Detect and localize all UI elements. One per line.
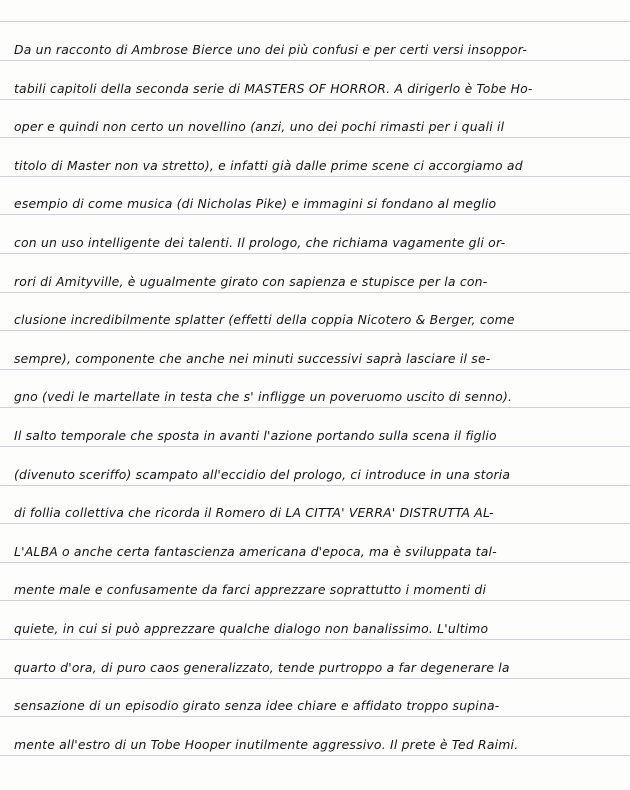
handwritten-line: Da un racconto di Ambrose Bierce uno dei più confusi e per certi versi insoppor- — [14, 42, 527, 57]
handwritten-line: esempio di come musica (di Nicholas Pike) e immagini si fondano al meglio — [14, 196, 497, 211]
handwritten-line: quarto d'ora, di puro caos generalizzato, tende purtroppo a far degenerare la — [14, 660, 510, 675]
handwritten-line: di follia collettiva che ricorda il Romero di LA CITTA' VERRA' DISTRUTTA AL- — [14, 505, 494, 520]
handwritten-line: tabili capitoli della seconda serie di MASTERS OF HORROR. A dirigerlo è Tobe Ho- — [14, 81, 533, 96]
handwritten-line: titolo di Master non va stretto), e infatti già dalle prime scene ci accorgiamo ad — [14, 158, 523, 173]
handwritten-line: quiete, in cui si può apprezzare qualche dialogo non banalissimo. L'ultimo — [14, 621, 489, 636]
handwritten-line: (divenuto sceriffo) scampato all'eccidio del prologo, ci introduce in una storia — [14, 467, 511, 482]
ruled-line — [0, 21, 630, 22]
handwritten-line: clusione incredibilmente splatter (effetti della coppia Nicotero & Berger, come — [14, 312, 515, 327]
handwritten-line: mente male e confusamente da farci apprezzare soprattutto i momenti di — [14, 582, 487, 597]
handwritten-line: oper e quindi non certo un novellino (anzi, uno dei pochi rimasti per i quali il — [14, 119, 505, 134]
handwritten-line: L'ALBA o anche certa fantascienza americana d'epoca, ma è sviluppata tal- — [14, 544, 497, 559]
handwritten-line: Il salto temporale che sposta in avanti l'azione portando sulla scena il figlio — [14, 428, 497, 443]
handwritten-line: con un uso intelligente dei talenti. Il prologo, che richiama vagamente gli or- — [14, 235, 506, 250]
handwritten-line: mente all'estro di un Tobe Hooper inutilmente aggressivo. Il prete è Ted Raimi. — [14, 737, 519, 752]
handwritten-line: gno (vedi le martellate in testa che s' infligge un poveruomo uscito di senno). — [14, 389, 513, 404]
handwritten-line: sensazione di un episodio girato senza idee chiare e affidato troppo supina- — [14, 698, 500, 713]
handwritten-line: rori di Amityville, è ugualmente girato con sapienza e stupisce per la con- — [14, 274, 488, 289]
handwritten-line: sempre), componente che anche nei minuti successivi saprà lasciare il se- — [14, 351, 491, 366]
